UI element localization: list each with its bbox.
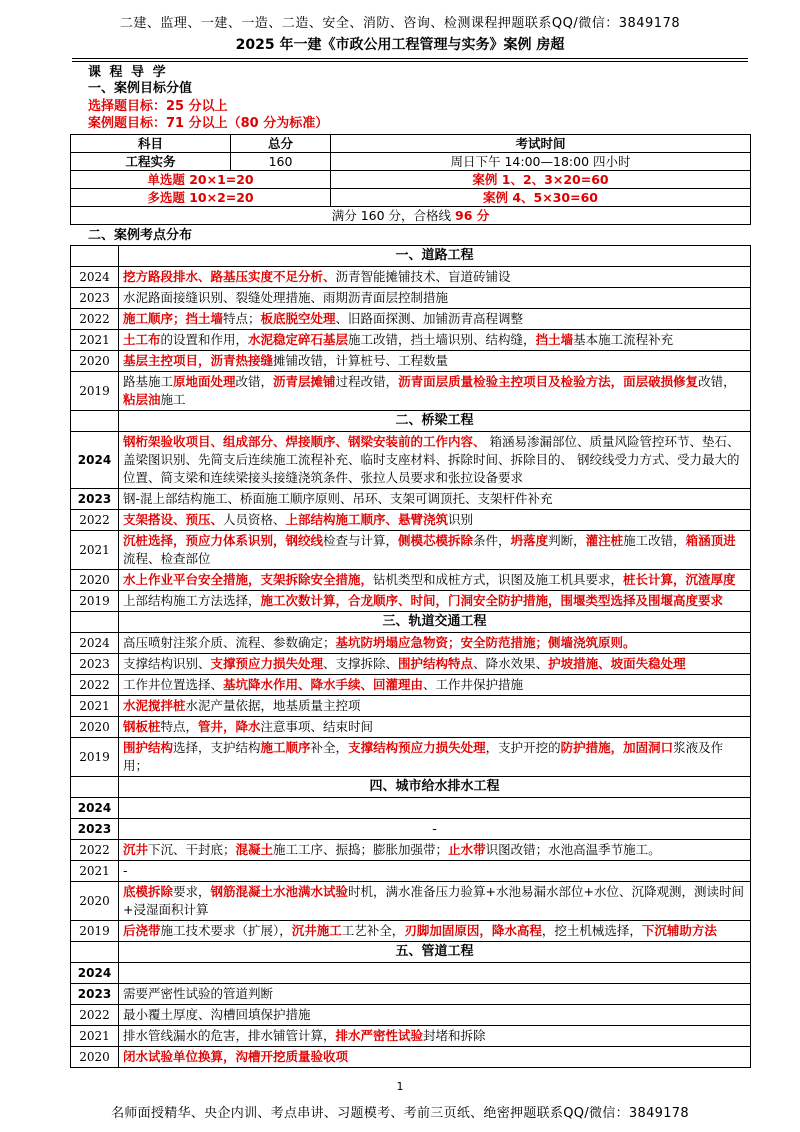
topic-text: 灌注桩: [585, 533, 624, 548]
score-table-row: [71, 207, 751, 225]
topic-text: 判断，: [548, 533, 586, 548]
row-topics: [119, 654, 751, 675]
section-year-cell: [71, 411, 119, 432]
pass-line: [71, 207, 751, 225]
topic-text: 下沉、干封底；: [148, 842, 236, 857]
row-year: 2024: [71, 432, 119, 489]
topic-text: 改错，: [235, 374, 274, 389]
topic-text: 、支撑拆除、: [323, 656, 399, 671]
topic-row: [71, 531, 751, 570]
header-total: 总分: [231, 135, 331, 153]
topic-text: 支撑结构识别、: [123, 656, 211, 671]
topic-row: [71, 570, 751, 591]
total-value: 160: [231, 153, 331, 171]
row-year: 2024: [71, 963, 119, 984]
row-topics: [119, 267, 751, 288]
topic-text: 特点；: [223, 311, 261, 326]
row-topics: [119, 861, 751, 882]
topic-row: [71, 330, 751, 351]
row-year: 2020: [71, 570, 119, 591]
single-choice-score: 单选题 20×1=20: [71, 171, 331, 189]
row-topics: [119, 1047, 751, 1068]
topic-text: 识别: [448, 512, 474, 527]
row-year: 2024: [71, 267, 119, 288]
topic-text: 钻机类型和成桩方式，识图及施工机具要求，: [373, 572, 624, 587]
topic-row: [71, 309, 751, 330]
row-year: 2022: [71, 675, 119, 696]
topic-text: 施工顺序: [260, 740, 311, 755]
topic-text: 沉井施工: [291, 923, 342, 938]
row-year: 2024: [71, 633, 119, 654]
case-target: 案例题目标：71 分以上（80 分为标准）: [88, 116, 329, 131]
topic-text: 上部结构施工顺序、悬臂浇筑: [285, 512, 449, 527]
topic-text: 桩长计算，沉渣厚度: [623, 572, 736, 587]
row-topics: [119, 717, 751, 738]
exam-time-value: 周日下午 14:00—18:00 四小时: [331, 153, 751, 171]
row-topics: [119, 591, 751, 612]
row-topics: [119, 330, 751, 351]
case-4-5-score: 案例 4、5×30=60: [331, 189, 751, 207]
topic-text: 施工技术要求（扩展），: [160, 923, 292, 938]
subject-value: 工程实务: [71, 153, 231, 171]
row-year: 2022: [71, 510, 119, 531]
row-year: 2020: [71, 351, 119, 372]
topic-text: 高压喷射注浆介质、流程、参数确定；: [123, 635, 336, 650]
document-title: 2025 年一建《市政公用工程管理与实务》案例 房超: [235, 37, 565, 53]
topic-text: 浆液及作用；: [123, 740, 724, 773]
section-header-row: [71, 942, 751, 963]
row-year: 2020: [71, 1047, 119, 1068]
topic-text: 水泥稳定碎石基层: [248, 332, 349, 347]
topic-text: 水上作业平台安全措施，支架拆除安全措施，: [123, 572, 374, 587]
row-topics: [119, 921, 751, 942]
row-year: 2023: [71, 984, 119, 1005]
topic-text: 施工工序、振捣；膨胀加强带；: [273, 842, 449, 857]
topic-text: 粘层油: [123, 392, 161, 407]
header-rule: [72, 58, 748, 59]
topic-text: 要求，: [173, 884, 211, 899]
section-year-cell: [71, 246, 119, 267]
topic-text: 时机，满水准备压力验算+水池易漏水部位+水位、沉降观测，测读时间+浸湿面积计算: [123, 884, 744, 917]
row-year: 2024: [71, 798, 119, 819]
topic-text: 混凝土: [235, 842, 274, 857]
topic-row: [71, 675, 751, 696]
topic-row: [71, 963, 751, 984]
row-year: 2020: [71, 882, 119, 921]
topic-row: [71, 633, 751, 654]
topic-text: 注意事项、结束时间: [260, 719, 374, 734]
page-number: 1: [396, 1080, 404, 1093]
header-exam-time: 考试时间: [331, 135, 751, 153]
topic-row: [71, 351, 751, 372]
topic-text: -: [432, 821, 437, 836]
topic-text: 管井，降水: [198, 719, 261, 734]
topic-text: 钢板桩: [123, 719, 161, 734]
topic-text: 条件，: [473, 533, 511, 548]
section-header-row: [71, 612, 751, 633]
row-topics: [119, 288, 751, 309]
topic-text: 后浇带: [123, 923, 161, 938]
topic-text: 补全，: [310, 740, 349, 755]
row-topics: [119, 489, 751, 510]
topic-text: 板底脱空处理: [260, 311, 336, 326]
section-year-cell: [71, 612, 119, 633]
topic-text: 人员资格、: [223, 512, 286, 527]
score-table-row: [71, 189, 751, 207]
topic-text: 施工改错，: [623, 533, 686, 548]
topic-row: [71, 861, 751, 882]
topic-text: 水泥路面接缝识别、裂缝处理措施、雨期沥青面层控制措施: [123, 290, 449, 305]
topic-text: 围护结构特点: [398, 656, 474, 671]
section-header-row: [71, 777, 751, 798]
topic-row: [71, 372, 751, 411]
section1-title: 一、案例目标分值: [88, 81, 193, 96]
section-header-row: [71, 411, 751, 432]
header-rule-thin: [72, 61, 748, 62]
topic-row: [71, 882, 751, 921]
topic-text: 沉井: [123, 842, 149, 857]
score-table-row: [71, 153, 751, 171]
row-topics: [119, 882, 751, 921]
topic-text: 止水带: [448, 842, 486, 857]
score-table: [70, 134, 751, 225]
topic-text: ，挖土机械选择，: [541, 923, 642, 938]
topic-row: [71, 654, 751, 675]
row-year: 2021: [71, 861, 119, 882]
header-contact-line: 二建、监理、一建、一造、二造、安全、消防、咨询、检测课程押题联系QQ/微信：3849178: [119, 16, 681, 31]
topic-text: 检查与计算，: [323, 533, 399, 548]
pass-score: 96 分: [455, 208, 490, 223]
topic-text: 施工: [160, 392, 186, 407]
topic-row: [71, 696, 751, 717]
topic-text: 坍落度: [510, 533, 549, 548]
topic-row: [71, 288, 751, 309]
topic-distribution-table: [70, 245, 751, 1068]
topic-text: 支撑结构预应力损失处理: [348, 740, 486, 755]
topic-text: 封堵和拆除: [423, 1028, 486, 1043]
section-year-cell: [71, 942, 119, 963]
topic-text: 支撑预应力损失处理: [210, 656, 324, 671]
row-topics: [119, 984, 751, 1005]
header-subject: 科目: [71, 135, 231, 153]
choice-target: 选择题目标：25 分以上: [88, 99, 228, 114]
topic-row: [71, 1047, 751, 1068]
row-topics: [119, 963, 751, 984]
row-topics: [119, 432, 751, 489]
topic-row: [71, 738, 751, 777]
topic-text: 基本施工流程补充: [573, 332, 674, 347]
topic-row: [71, 717, 751, 738]
row-year: 2021: [71, 330, 119, 351]
topic-text: 排水严密性试验: [335, 1028, 424, 1043]
row-year: 2019: [71, 372, 119, 411]
topic-text: 流程、检查部位: [123, 551, 211, 566]
row-topics: [119, 510, 751, 531]
topic-text: 施工改错，挡土墙识别、结构缝，: [348, 332, 536, 347]
topic-text: 特点，: [160, 719, 199, 734]
topic-text: 、工作井保护措施: [423, 677, 524, 692]
footer-contact-line: 名师面授精华、央企内训、考点串讲、习题模考、考前三页纸、绝密押题联系QQ/微信：3849178: [111, 1106, 689, 1121]
row-year: 2022: [71, 1005, 119, 1026]
topic-text: 挡土墙: [535, 332, 574, 347]
row-topics: [119, 696, 751, 717]
topic-text: 钢桁架验收项目、组成部分、焊接顺序、钢梁安装前的工作内容、: [123, 434, 486, 449]
topic-text: 沥青层摊铺: [273, 374, 336, 389]
topic-text: 摊铺改错，计算桩号、工程数量: [273, 353, 449, 368]
topic-text: 工作井位置选择、: [123, 677, 224, 692]
section-title: 五、管道工程: [119, 942, 751, 963]
row-year: 2019: [71, 921, 119, 942]
section-title: 一、道路工程: [119, 246, 751, 267]
topic-text: 护坡措施、坡面失稳处理: [548, 656, 686, 671]
topic-text: 路基施工: [123, 374, 174, 389]
row-topics: [119, 1005, 751, 1026]
topic-text: 的设置和作用，: [160, 332, 249, 347]
score-table-row: [71, 171, 751, 189]
topic-text: 水泥产量依据，地基质量主控项: [185, 698, 361, 713]
section2-title: 二、案例考点分布: [88, 228, 193, 243]
topic-text: 工艺补全，: [341, 923, 405, 938]
row-year: 2023: [71, 819, 119, 840]
section-title: 二、桥梁工程: [119, 411, 751, 432]
pass-line-prefix: 满分 160 分，合格线: [331, 208, 456, 223]
row-topics: [119, 531, 751, 570]
topic-text: 侧模芯模拆除: [398, 533, 474, 548]
row-topics: [119, 819, 751, 840]
row-topics: [119, 1026, 751, 1047]
topic-text: 刃脚加固原因，降水高程: [404, 923, 542, 938]
topic-row: [71, 510, 751, 531]
topic-row: [71, 1026, 751, 1047]
topic-text: -: [123, 863, 128, 878]
topic-text: 沉桩选择，预应力体系识别，钢绞线: [123, 533, 324, 548]
topic-row: [71, 432, 751, 489]
row-topics: [119, 675, 751, 696]
row-year: 2020: [71, 717, 119, 738]
row-year: 2023: [71, 654, 119, 675]
multi-choice-score: 多选题 10×2=20: [71, 189, 331, 207]
topic-text: 过程改错，: [335, 374, 399, 389]
topic-text: 下沉辅助方法: [641, 923, 717, 938]
section-title: 四、城市给水排水工程: [119, 777, 751, 798]
course-guide-title: 课 程 导 学: [88, 65, 168, 80]
section-header-row: [71, 246, 751, 267]
topic-row: [71, 1005, 751, 1026]
topic-text: 施工顺序；挡土墙: [123, 311, 224, 326]
topic-text: 选择，支护结构: [173, 740, 261, 755]
row-topics: [119, 351, 751, 372]
topic-row: [71, 591, 751, 612]
topic-row: [71, 267, 751, 288]
topic-text: 识图改错；水池高温季节施工。: [485, 842, 661, 857]
topic-row: [71, 840, 751, 861]
topic-text: 水泥搅拌桩: [123, 698, 186, 713]
row-topics: [119, 798, 751, 819]
topic-text: 最小覆土厚度、沟槽回填保护措施: [123, 1007, 311, 1022]
row-year: 2021: [71, 696, 119, 717]
topic-text: 钢筋混凝土水池满水试验: [210, 884, 349, 899]
topic-text: 上部结构施工方法选择，: [123, 593, 261, 608]
topic-text: 基层主控项目，沥青热接缝: [123, 353, 274, 368]
topic-text: 原地面处理: [173, 374, 236, 389]
topic-text: 排水管线漏水的危害，排水铺管计算，: [123, 1028, 336, 1043]
topic-text: 围护结构: [123, 740, 174, 755]
topic-text: 沥青面层质量检验主控项目及检验方法，面层破损修复: [398, 374, 699, 389]
case-1-3-score: 案例 1、2、3×20=60: [331, 171, 751, 189]
row-year: 2023: [71, 288, 119, 309]
topic-text: 基坑降水作用、降水手续、回灌理由: [223, 677, 424, 692]
topic-text: 钢-混上部结构施工、桥面施工顺序原则、吊环、支架可调顶托、支架杆件补充: [123, 491, 553, 506]
topic-text: 基坑防坍塌应急物资；安全防范措施；侧墙浇筑原则。: [335, 635, 636, 650]
topic-text: 支架搭设、预压、: [123, 512, 224, 527]
section-title: 三、轨道交通工程: [119, 612, 751, 633]
topic-text: 、旧路面探测、加铺沥青高程调整: [335, 311, 524, 326]
topic-text: 改错，: [698, 374, 736, 389]
row-topics: [119, 633, 751, 654]
row-year: 2019: [71, 591, 119, 612]
row-year: 2021: [71, 531, 119, 570]
topic-text: 需要严密性试验的管道判断: [123, 986, 274, 1001]
section-year-cell: [71, 777, 119, 798]
row-year: 2022: [71, 840, 119, 861]
topic-text: 沥青智能摊铺技术、盲道砖铺设: [335, 269, 511, 284]
topic-text: 箱涵易渗漏部位、质量风险管控环节、垫石、盖梁图识别、先简支后连续施工流程补充、临时支座材料、拆除时间、拆除目的、 钢绞线受力方式、受力最大的位置、简支梁和连续梁接头接缝浇筑条件、张拉人员要求和张拉设备要求: [123, 434, 740, 485]
row-topics: [119, 372, 751, 411]
topic-row: [71, 819, 751, 840]
topic-row: [71, 489, 751, 510]
topic-text: 底模拆除: [123, 884, 174, 899]
row-topics: [119, 570, 751, 591]
topic-text: ，支护开挖的: [485, 740, 561, 755]
row-year: 2023: [71, 489, 119, 510]
topic-text: 挖方路段排水、路基压实度不足分析、: [123, 269, 336, 284]
topic-row: [71, 984, 751, 1005]
topic-text: 、降水效果、: [473, 656, 549, 671]
topic-row: [71, 798, 751, 819]
row-topics: [119, 840, 751, 861]
row-year: 2021: [71, 1026, 119, 1047]
topic-text: 闭水试验单位换算，沟槽开挖质量验收项: [123, 1049, 349, 1064]
topic-text: 土工布: [123, 332, 161, 347]
row-year: 2019: [71, 738, 119, 777]
row-year: 2022: [71, 309, 119, 330]
topic-text: 防护措施，加固洞口: [560, 740, 674, 755]
row-topics: [119, 738, 751, 777]
topic-row: [71, 921, 751, 942]
topic-text: 施工次数计算，合龙顺序、时间，门洞安全防护措施，围堰类型选择及围堰高度要求: [260, 593, 724, 608]
topic-text: 箱涵顶进: [685, 533, 736, 548]
score-table-header: [71, 135, 751, 153]
row-topics: [119, 309, 751, 330]
